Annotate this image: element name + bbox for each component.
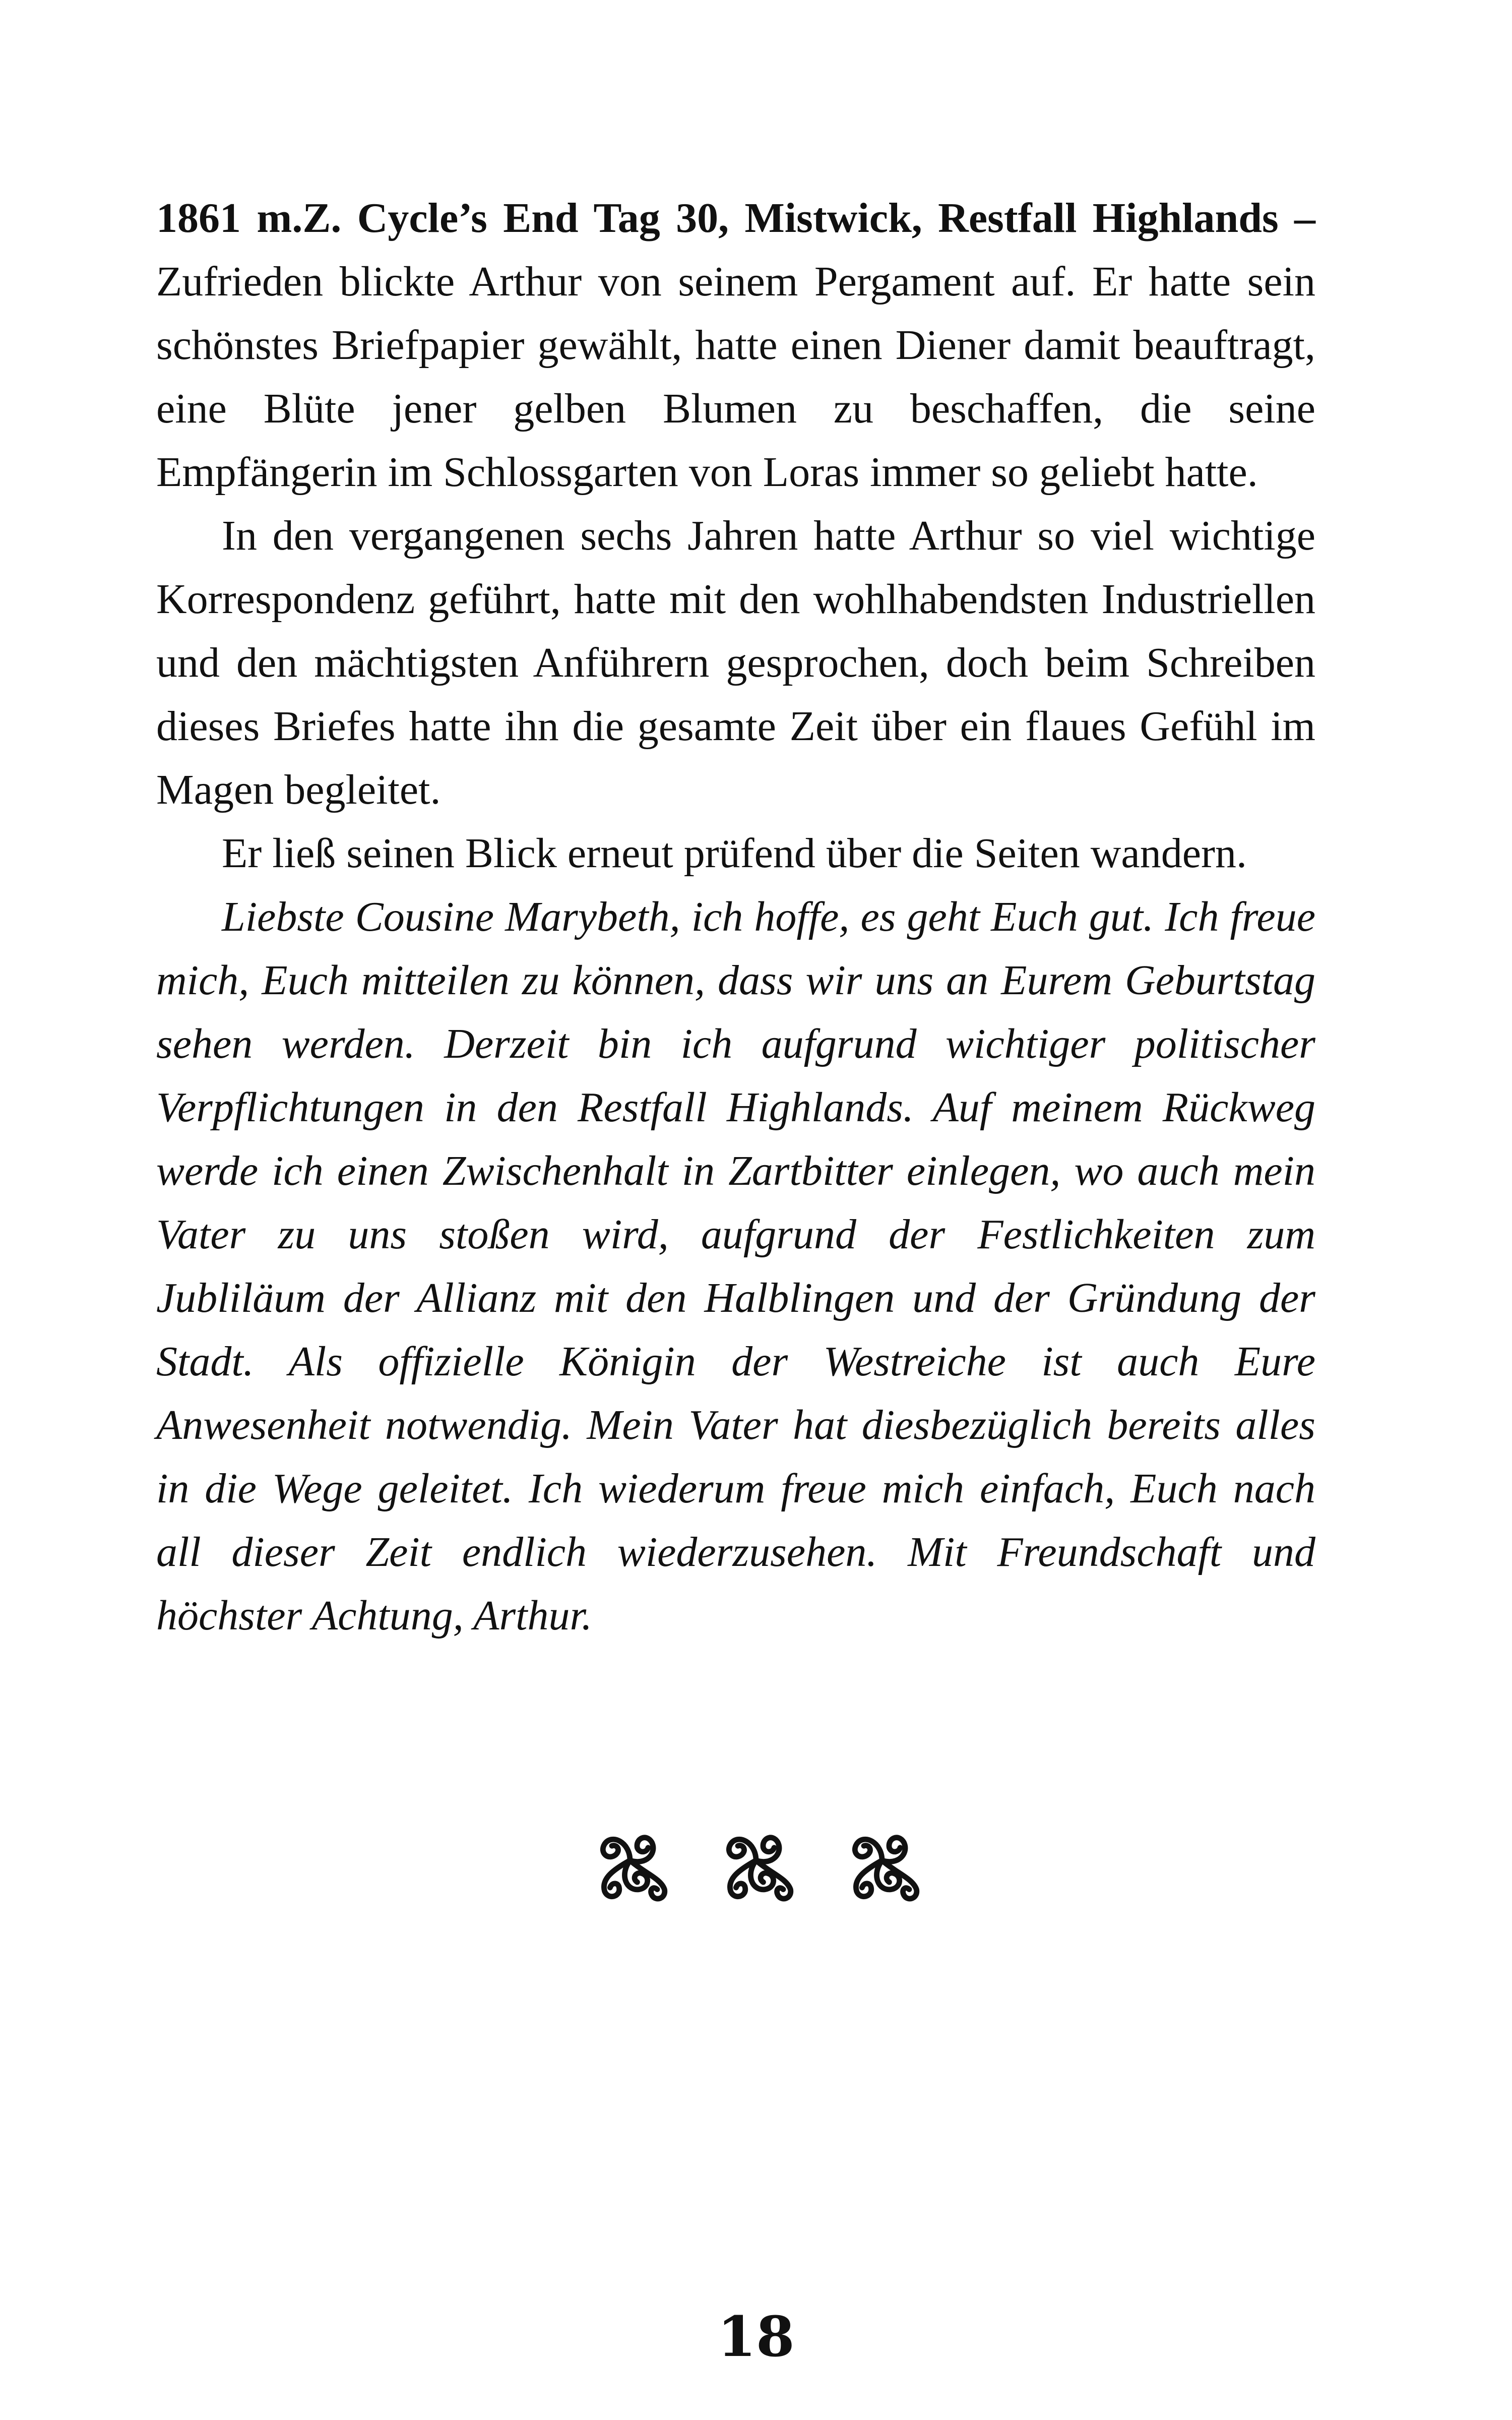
paragraph-2: In den vergangenen sechs Jahren hatte Arthur so viel wichtige Korrespondenz geführt, hatte mit den wohlhabendsten Industriellen und den mächtigsten Anführern gesprochen, doch beim Schreiben dieses Briefes hatte ihn die gesamte Zeit über ein flaues Gefühl im Magen begleitet. xyxy=(156,512,1315,813)
letter-text: Liebste Cousine Marybeth, ich hoffe, es geht Euch gut. Ich freue mich, Euch mitteilen zu können, dass wir uns an Eurem Geburtstag sehen werden. Derzeit bin ich aufgrund wichtiger politischer Verpflichtungen in den Restfall Highlands. Auf meinem Rückweg werde ich einen Zwischenhalt in Zartbitter einlegen, wo auch mein Vater zu uns stoßen wird, aufgrund der Festlichkeiten zum Jubliläum der Allianz mit den Halblingen und der Gründung der Stadt. Als offizielle Königin der Westreiche ist auch Eure Anwesenheit notwendig. Mein Vater hat diesbezüglich bereits alles in die Wege geleitet. Ich wiederum freue mich einfach, Euch nach all dieser Zeit endlich wiederzusehen. Mit Freundschaft und höchster Achtung, Arthur. xyxy=(156,893,1315,1639)
page-number: 18 xyxy=(717,2304,795,2369)
triskelion-icon xyxy=(711,1815,801,1906)
triskelion-icon xyxy=(585,1815,675,1906)
triskelion-icon xyxy=(837,1815,927,1906)
paragraph-3: Er ließ seinen Blick erneut prüfend über die Seiten wandern. xyxy=(222,830,1247,877)
body-text xyxy=(156,187,1315,1648)
section-divider-ornament xyxy=(0,1815,1512,1906)
section-heading-lead: 1861 m.Z. Cycle’s End Tag 30, Mistwick, Restfall Highlands – xyxy=(156,195,1315,241)
paragraph-1-text: Zufrieden blickte Arthur von seinem Pergament auf. Er hatte sein schönstes Briefpapier gewählt, hatte einen Diener damit beauftragt, eine Blüte jener gelben Blumen zu beschaffen, die seine Empfängerin im Schlossgarten von Loras immer so geliebt hatte. xyxy=(156,258,1315,496)
paragraph-1 xyxy=(156,187,1315,504)
